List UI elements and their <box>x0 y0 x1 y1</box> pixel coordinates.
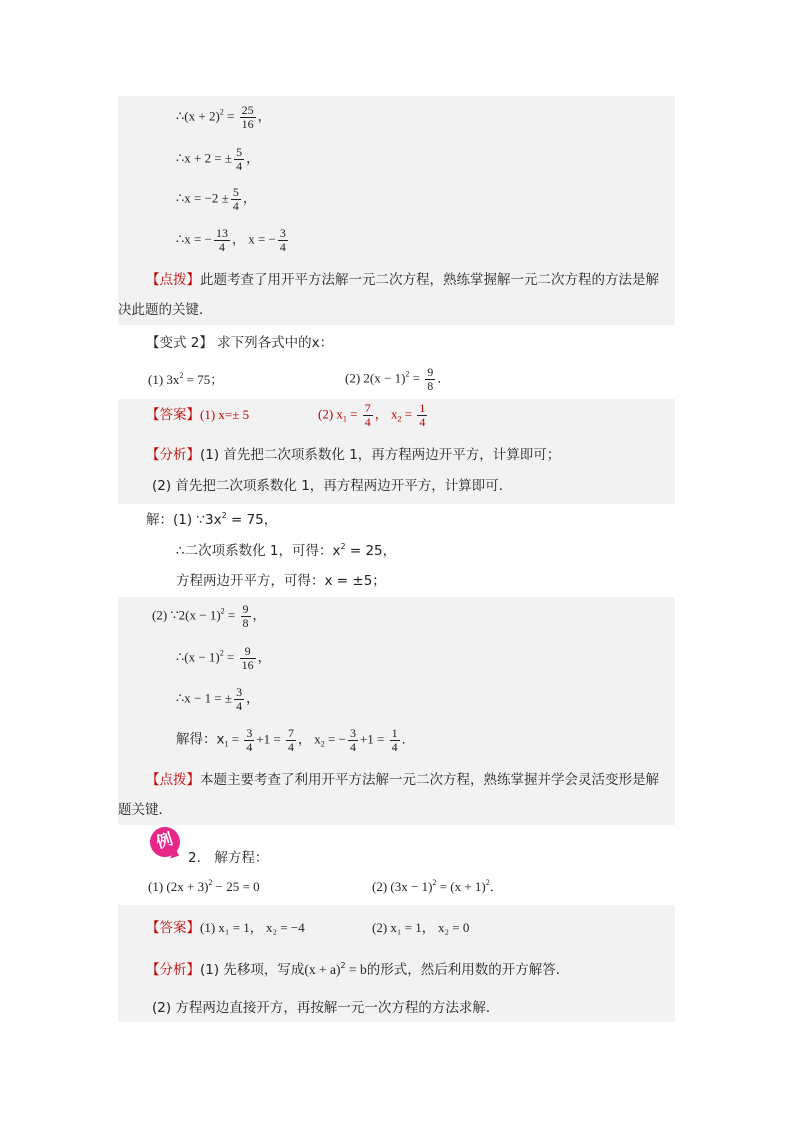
variant2-problem-1: (1) $3x^2 = 75$； <box>148 371 224 387</box>
prev-step-1: ∴(x + 2)$^2$ = $\frac{25}{16}$ ， <box>176 103 271 131</box>
variant2-solution-2: ∴二次项系数化 1，可得：$x^2 = 25$， <box>176 542 397 559</box>
variant2-solution-3: 方程两边开平方，可得：x = ±5； <box>176 573 386 589</box>
example2-problem-2: (2) $(3x - 1)^2 = (x + 1)^2$． <box>372 878 503 894</box>
analysis-tag: 【分析】 <box>146 447 200 463</box>
example2-analysis-1: 【分析】(1) 先移项，写成$(x + a)^2 = b$的形式，然后利用数的开方解答． <box>146 961 570 978</box>
variant2-solution-4: (2) ∵2(x − 1)$^2$ = $\frac{9}{8}$ ， <box>152 602 266 630</box>
variant2-solution-5: ∴(x − 1)$^2$ = $\frac{9}{16}$ ， <box>176 644 271 672</box>
prev-step-2: ∴x + 2 = ± $\frac{5}{4}$ ， <box>176 145 260 173</box>
prev-note-line-2: 决此题的关键． <box>118 302 213 318</box>
note-tag: 【点拨】 <box>146 772 200 788</box>
example2-problem-1: (1) $(2x + 3)^2 - 25 = 0$ <box>148 878 260 894</box>
example2-answer-2: (2) x₁ = 1， x₂ = 0 <box>372 920 470 935</box>
prev-step-3: ∴x = −2 ± $\frac{5}{4}$ ， <box>176 185 256 213</box>
prev-note-line-1: 【点拨】此题考查了用开平方法解一元二次方程，熟练掌握解一元二次方程的方法是解 <box>146 272 659 288</box>
variant2-note-line-2: 题关键． <box>118 802 172 818</box>
answer-tag: 【答案】 <box>146 407 200 423</box>
analysis-tag: 【分析】 <box>146 962 200 978</box>
example2-title: 2． 解方程： <box>188 850 269 866</box>
variant2-solution-7: 解得：$x_1$ = $\frac{3}{4}$ +1 = $\frac{7}{4}$ ， $x_2$ = − $\frac{3}{4}$ +1 = $\frac{1}{4}$ ． <box>176 726 415 754</box>
prev-step-4: ∴x = − $\frac{13}{4}$ ， x = − $\frac{3}{4}$ <box>176 226 286 254</box>
variant2-analysis-1: 【分析】(1) 首先把二次项系数化 1，再方程两边开平方，计算即可； <box>146 447 561 463</box>
variant2-solution-6: ∴x − 1 = ± $\frac{3}{4}$ ， <box>176 685 260 713</box>
example2-answer: 【答案】(1) x₁ = 1， x₂ = −4 <box>146 920 305 936</box>
variant2-title: 【变式 2】 求下列各式中的x： <box>146 335 334 351</box>
variant2-problem-2: (2) $2(x - 1)^2$ = $\frac{9}{8}$ ． <box>345 365 451 393</box>
variant2-answer: 【答案】(1) x=± 5 <box>146 407 250 423</box>
variant2-analysis-2: (2) 首先把二次项系数化 1，再方程两边开平方，计算即可． <box>152 478 513 494</box>
note-tag: 【点拨】 <box>146 272 200 288</box>
variant2-note-line-1: 【点拨】本题主要考查了利用开平方法解一元二次方程，熟练掌握并学会灵活变形是解 <box>146 772 659 788</box>
variant2-answer-2: (2) $x_1$ = $\frac{7}{4}$ ， $x_2$ = $\frac{1}{4}$ <box>318 401 426 429</box>
answer-tag: 【答案】 <box>146 920 200 936</box>
example2-analysis-2: (2) 方程两边直接开方，再按解一元一次方程的方法求解． <box>152 1000 500 1016</box>
example-badge-icon: 例 <box>146 823 184 861</box>
variant2-solution-1: 解：(1) $\because 3x^2 = 75$， <box>146 511 278 528</box>
